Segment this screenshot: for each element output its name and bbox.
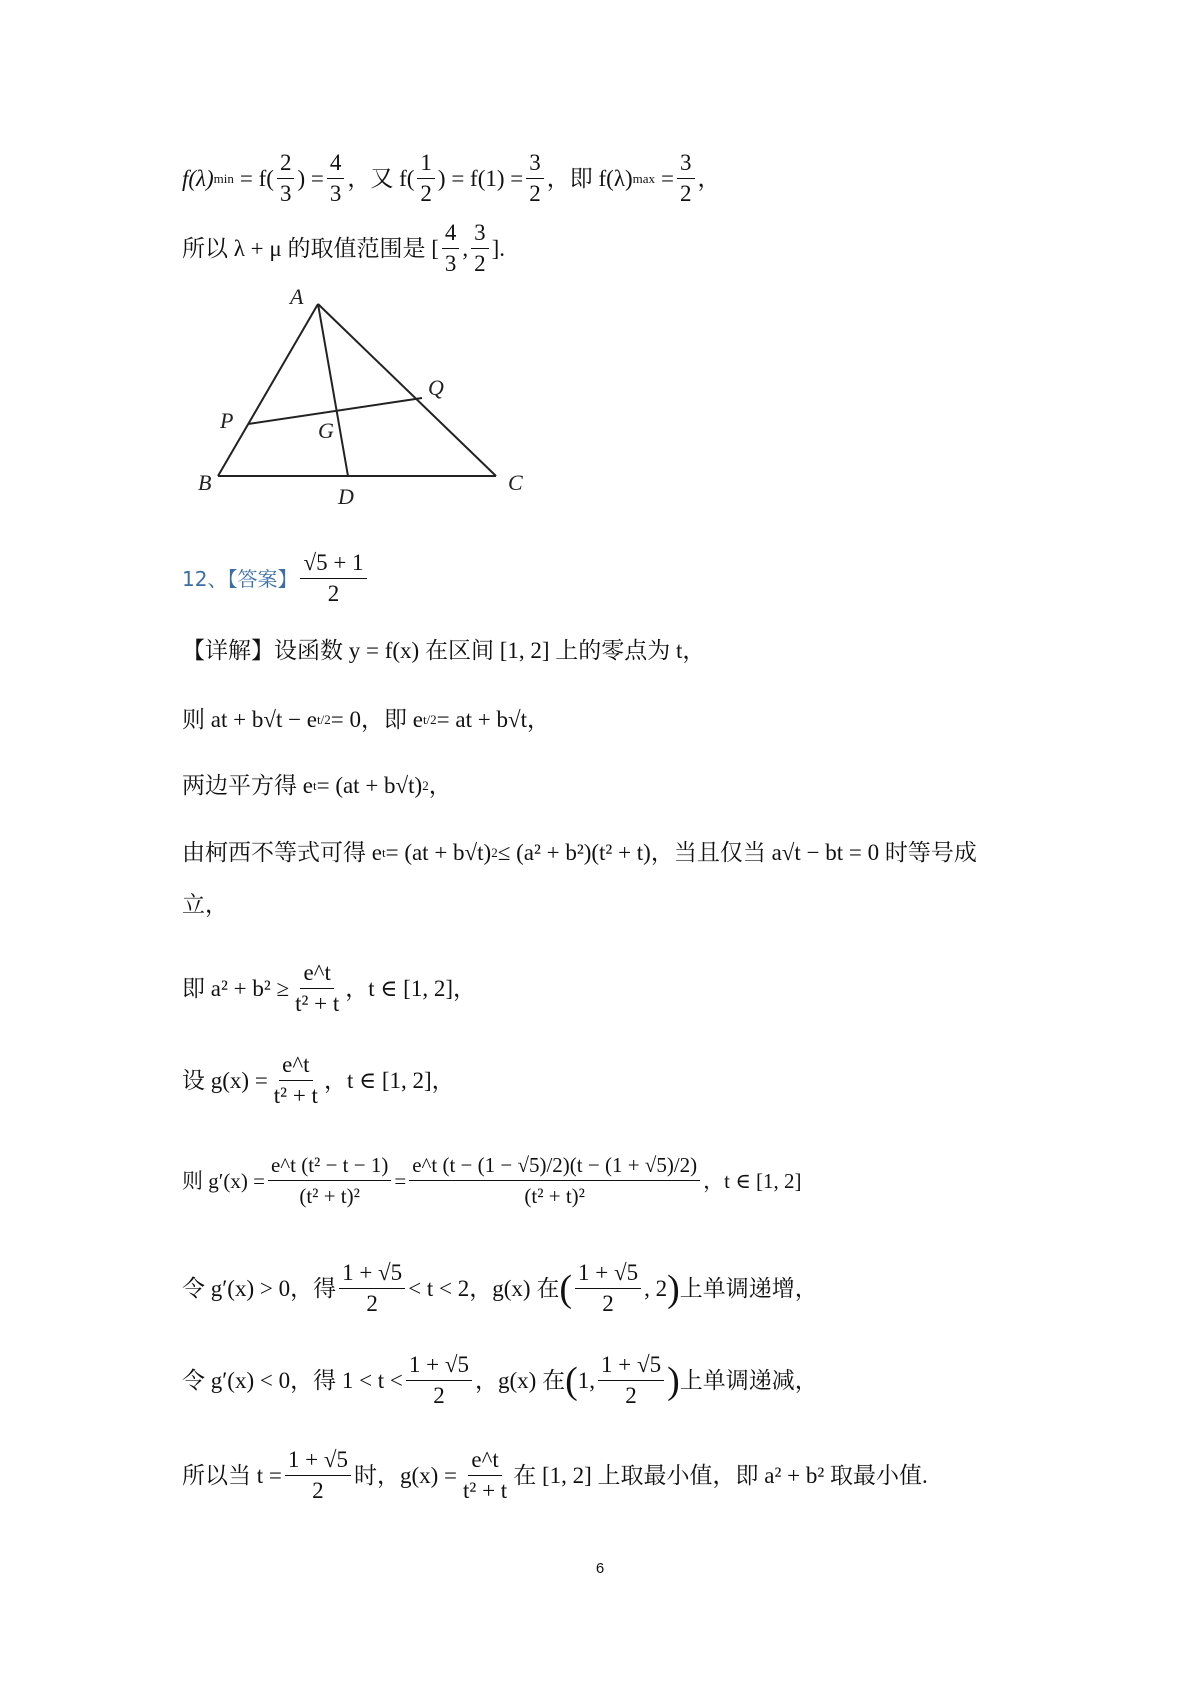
detail-text: 由柯西不等式可得 e — [182, 840, 382, 865]
detail-line-2 — [182, 705, 550, 735]
detail-text: 设 g(x) = — [182, 1067, 268, 1093]
detail-text: 令 g′(x) < 0，得 1 < t < — [182, 1367, 403, 1393]
detail-text: ，t ∈ [1, 2]， — [345, 975, 476, 1001]
detail-text: 时，g(x) = — [353, 1462, 458, 1488]
eq-text: ，又 f( — [347, 165, 415, 191]
eq: = — [394, 1168, 407, 1193]
detail-line-5 — [182, 890, 228, 920]
exp: 2 — [491, 845, 498, 860]
triangle-figure — [190, 280, 550, 510]
detail-text: , 2 — [644, 1275, 668, 1301]
detail-text: 上单调递减， — [679, 1367, 818, 1393]
edge-ac — [318, 304, 496, 476]
frac-4-3: $\frac{4}{3}$ — [327, 148, 345, 209]
detail-text: = (at + b√t) — [316, 773, 423, 798]
fraction: $\frac{1 + √5}{2}$ — [575, 1258, 641, 1319]
derivative-line — [182, 1150, 802, 1211]
range-line — [182, 218, 505, 279]
fraction: $\frac{\text{e\textasciicircum{}t (t² − t − 1)}}{\text{(t² + t)²}}$ — [268, 1150, 391, 1211]
exp: t/2 — [422, 712, 437, 727]
eq-text: ) = — [297, 165, 324, 191]
fraction: $\frac{e\^{}t}{\text{t² + t}}$ — [273, 1052, 318, 1108]
detail-text: ，t ∈ [1, 2] — [703, 1168, 802, 1193]
detail-text: 即 a² + b² ≥ — [182, 975, 290, 1001]
detail-text: 令 g′(x) > 0，得 — [182, 1275, 337, 1301]
detail-text: 则 at + b√t − e — [182, 707, 318, 732]
detail-text: 则 g′(x) = — [182, 1168, 265, 1193]
detail-text: 【详解】设函数 y = f(x) 在区间 [1, 2] 上的零点为 t， — [182, 638, 706, 663]
detail-text: 所以当 t = — [182, 1462, 282, 1488]
paren: ( — [565, 1359, 578, 1402]
detail-text: = 0，即 e — [330, 707, 423, 732]
paren: ) — [667, 1359, 680, 1402]
exp: t — [381, 845, 386, 860]
answer-label: 12、【答案】 — [182, 566, 298, 591]
eq-text: = — [661, 165, 675, 191]
label-b: B — [198, 470, 212, 495]
fraction: $\frac{e\^{}t (t - (1 - √5)/2)(t - (1 + √5)/2)}{\text{(t² + t)²}}$ — [409, 1150, 700, 1211]
detail-text: 两边平方得 e — [182, 773, 313, 798]
detail-text: = at + b√t， — [436, 707, 550, 732]
min-sub: min — [213, 170, 234, 186]
sep: , — [462, 235, 469, 261]
max-sub: max — [632, 170, 656, 186]
label-q: Q — [428, 375, 444, 400]
exp: 2 — [422, 778, 429, 793]
comma: ， — [697, 165, 721, 191]
f-lambda: f(λ) — [182, 165, 214, 191]
detail-line-3 — [182, 771, 452, 801]
minimum-line — [182, 1445, 928, 1506]
label-c: C — [508, 470, 523, 495]
paren: ( — [559, 1267, 572, 1310]
detail-text: ，g(x) 在 — [475, 1367, 566, 1393]
fraction: $\frac{1 + √5}{2}$ — [406, 1350, 472, 1411]
fraction: $\frac{1 + √5}{2}$ — [285, 1445, 351, 1506]
detail-line-6 — [182, 958, 476, 1019]
range-text: 所以 λ + μ 的取值范围是 [ — [182, 235, 439, 261]
detail-text: ，t ∈ [1, 2]， — [323, 1067, 455, 1093]
detail-text: ≤ (a² + b²)(t² + t)，当且仅当 a√t − bt = 0 时等号成 — [497, 840, 977, 865]
increase-line — [182, 1258, 818, 1319]
eq-text: ) = f(1) = — [437, 165, 524, 191]
detail-text: 上单调递增， — [679, 1275, 818, 1301]
fraction: $\frac{e\^{}t}{\text{t² + t}}$ — [463, 1447, 508, 1503]
fraction: $\frac{1 + √5}{2}$ — [598, 1350, 664, 1411]
detail-line-1 — [182, 636, 705, 666]
frac-3-2-b: $\frac{3}{2}$ — [677, 148, 695, 209]
frac-2-3: $\frac{2}{3}$ — [277, 148, 295, 209]
answer-fraction: $\frac{√5 + 1}{2}$ — [300, 548, 366, 609]
frac-3-2: $\frac{3}{2}$ — [471, 218, 489, 279]
answer-line — [182, 548, 370, 609]
formula-line-1 — [182, 148, 721, 209]
exp: t/2 — [317, 712, 331, 727]
detail-text: 1, — [577, 1367, 595, 1393]
fraction: $\frac{1 + √5}{2}$ — [339, 1258, 405, 1319]
detail-text: = (at + b√t) — [385, 840, 492, 865]
detail-text: 立， — [182, 892, 228, 917]
edge-ab — [218, 304, 318, 476]
exp: t — [312, 778, 317, 793]
eq-text: = f( — [239, 165, 274, 191]
page-number: 6 — [595, 1560, 605, 1577]
range-end: ]. — [491, 235, 506, 261]
detail-line-7 — [182, 1050, 455, 1111]
detail-line-4 — [182, 838, 977, 868]
detail-text: < t < 2，g(x) 在 — [408, 1275, 560, 1301]
label-d: D — [338, 484, 354, 509]
detail-text: ， — [428, 773, 452, 798]
frac-4-3: $\frac{4}{3}$ — [442, 218, 460, 279]
paren: ) — [667, 1267, 680, 1310]
frac-1-2: $\frac{1}{2}$ — [417, 148, 435, 209]
label-g: G — [318, 418, 334, 443]
detail-text: 在 [1, 2] 上取最小值，即 a² + b² 取最小值. — [513, 1462, 928, 1488]
frac-3-2: $\frac{3}{2}$ — [526, 148, 544, 209]
label-a: A — [290, 284, 304, 309]
decrease-line — [182, 1350, 818, 1411]
label-p: P — [220, 408, 234, 433]
fraction: $\frac{e\^{}t}{\text{t² + t}}$ — [295, 960, 340, 1016]
eq-text: ，即 f(λ) — [546, 165, 633, 191]
